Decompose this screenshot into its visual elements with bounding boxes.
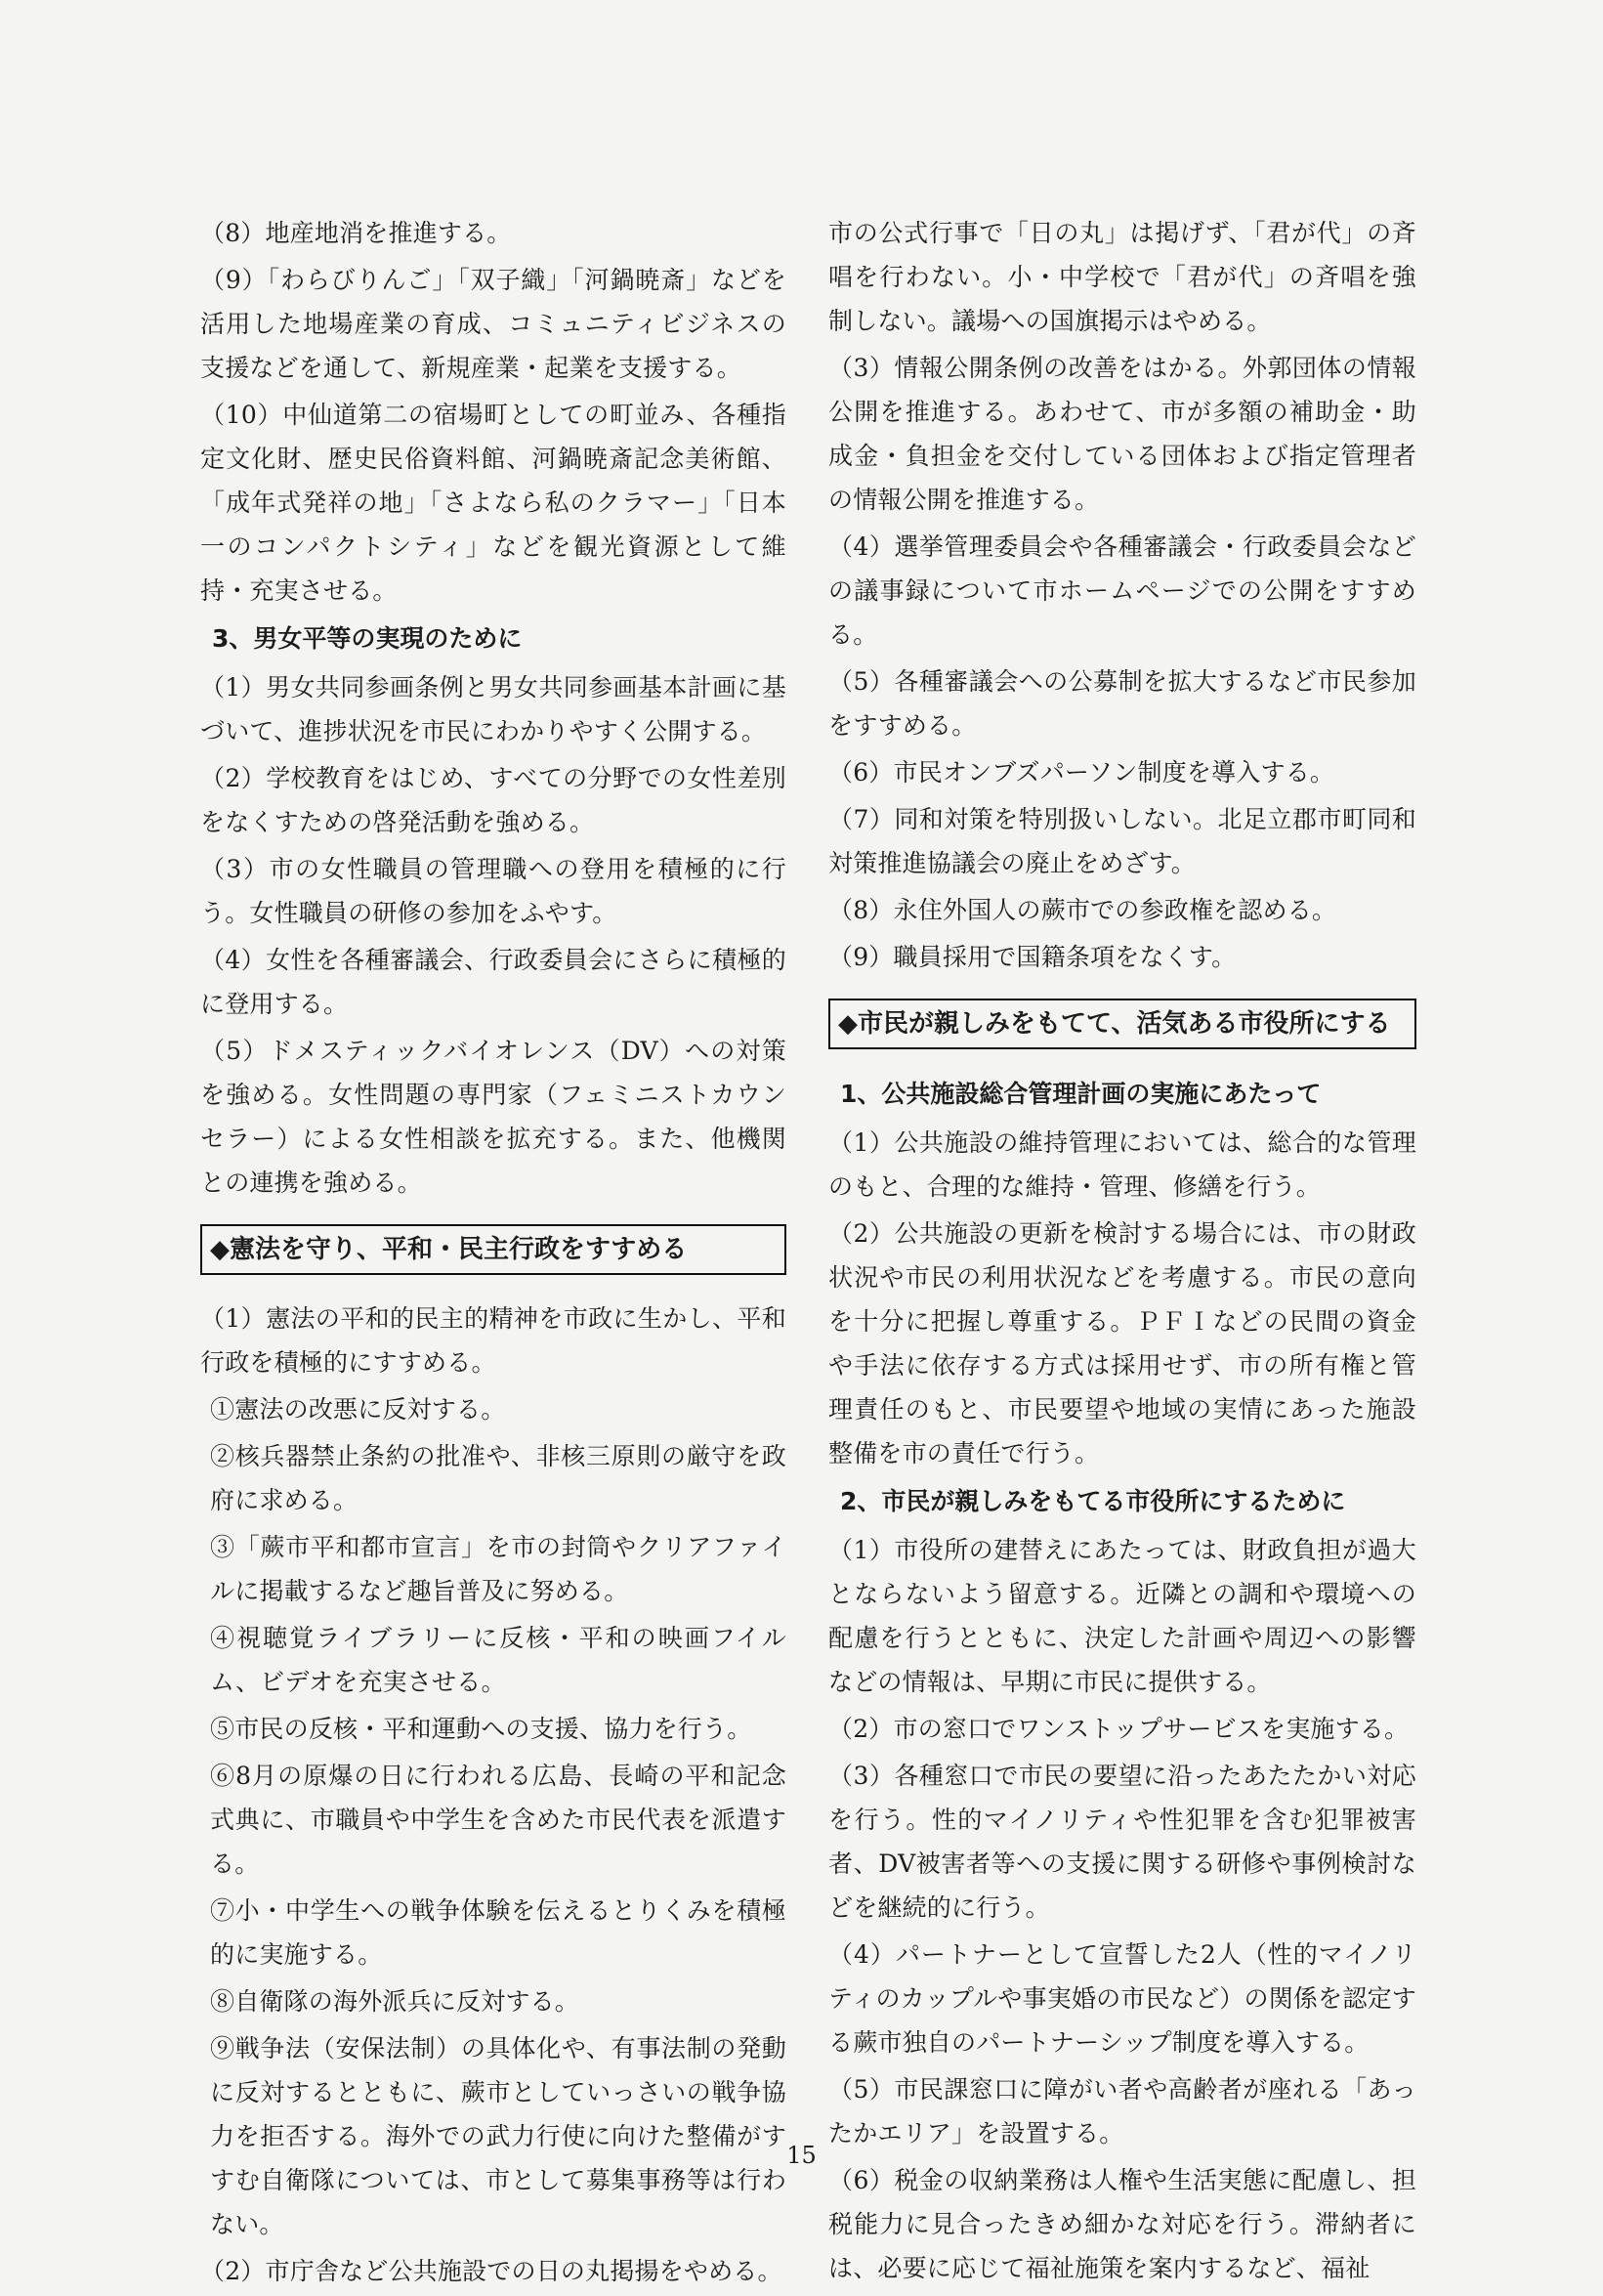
paragraph: （3）各種窓口で市民の要望に沿ったあたたかい対応を行う。性的マイノリティや性犯罪を含む犯罪被害者、DV被害者等への支援に関する研修や事例検討などを継続的に行う。 bbox=[828, 1762, 1416, 1922]
paragraph: 市の公式行事で「日の丸」は掲げず、「君が代」の斉唱を行わない。小・中学校で「君が代」の斉唱を強制しない。議場への国旗掲示はやめる。 bbox=[828, 219, 1416, 335]
section-heading: 2、市民が親しみをもてる市役所にするために bbox=[840, 1487, 1346, 1515]
boxed-section-title: ◆憲法を守り、平和・民主行政をすすめる bbox=[200, 1224, 786, 1275]
paragraph: （8）地産地消を推進する。 bbox=[200, 219, 512, 247]
list-item: ⑧自衛隊の海外派兵に反対する。 bbox=[210, 1987, 580, 2016]
paragraph: （4）パートナーとして宣誓した2人（性的マイノリティのカップルや事実婚の市民など）の関係を認定する蕨市独自のパートナーシップ制度を導入する。 bbox=[828, 1940, 1416, 2057]
list-item: ①憲法の改悪に反対する。 bbox=[210, 1395, 506, 1424]
boxed-section-title: ◆市民が親しみをもてて、活気ある市役所にする bbox=[828, 999, 1416, 1049]
paragraph: （4）女性を各種審議会、行政委員会にさらに積極的に登用する。 bbox=[200, 946, 786, 1018]
paragraph: （1）男女共同参画条例と男女共同参画基本計画に基づいて、進捗状況を市民にわかりやすく公開する。 bbox=[200, 673, 786, 745]
paragraph: （2）市の窓口でワンストップサービスを実施する。 bbox=[828, 1715, 1410, 1743]
paragraph: （5）ドメスティックバイオレンス（DV）への対策を強める。女性問題の専門家（フェミニストカウンセラー）による女性相談を拡充する。また、他機関との連携を強める。 bbox=[200, 1037, 786, 1197]
paragraph: （8）永住外国人の蕨市での参政権を認める。 bbox=[828, 896, 1337, 924]
right-column bbox=[828, 211, 1416, 2293]
paragraph: （4）選挙管理委員会や各種審議会・行政委員会などの議事録について市ホームページでの公開をすすめる。 bbox=[828, 532, 1416, 649]
list-item: ③「蕨市平和都市宣言」を市の封筒やクリアファイルに掲載するなど趣旨普及に努める。 bbox=[210, 1533, 786, 1605]
paragraph: （5）市民課窓口に障がい者や高齢者が座れる「あったかエリア」を設置する。 bbox=[828, 2075, 1416, 2147]
section-heading: 1、公共施設総合管理計画の実施にあたって bbox=[840, 1080, 1322, 1108]
paragraph: （1）公共施設の維持管理においては、総合的な管理のもと、合理的な維持・管理、修繕を行う。 bbox=[828, 1128, 1416, 1201]
paragraph: （1）憲法の平和的民主的精神を市政に生かし、平和行政を積極的にすすめる。 bbox=[200, 1304, 786, 1377]
paragraph: （3）情報公開条例の改善をはかる。外郭団体の情報公開を推進する。あわせて、市が多額の補助金・助成金・負担金を交付している団体および指定管理者の情報公開を推進する。 bbox=[828, 354, 1416, 514]
list-item: ⑥8月の原爆の日に行われる広島、長崎の平和記念式典に、市職員や中学生を含めた市民代表を派遣する。 bbox=[210, 1762, 786, 1878]
paragraph: （5）各種審議会への公募制を拡大するなど市民参加をすすめる。 bbox=[828, 667, 1416, 740]
section-heading: 3、男女平等の実現のために bbox=[212, 624, 523, 653]
page-number: 15 bbox=[786, 2142, 817, 2169]
list-item: ④視聴覚ライブラリーに反核・平和の映画フイルム、ビデオを充実させる。 bbox=[210, 1624, 786, 1696]
paragraph: （2）学校教育をはじめ、すべての分野での女性差別をなくすための啓発活動を強める。 bbox=[200, 764, 786, 836]
list-item: ②核兵器禁止条約の批准や、非核三原則の厳守を政府に求める。 bbox=[210, 1442, 786, 1514]
list-item: ⑨戦争法（安保法制）の具体化や、有事法制の発動に反対するとともに、蕨市としていっさいの戦争協力を拒否する。海外での武力行使に向けた整備がすすむ自衛隊については、市として募集事務等は行わない。 bbox=[210, 2034, 786, 2238]
paragraph: （2）市庁舎など公共施設での日の丸掲揚をやめる。 bbox=[200, 2257, 782, 2285]
list-item: ⑤市民の反核・平和運動への支援、協力を行う。 bbox=[210, 1715, 752, 1743]
left-column bbox=[200, 211, 786, 2296]
paragraph: （9）職員採用で国籍条項をなくす。 bbox=[828, 943, 1237, 971]
paragraph: （6）税金の収納業務は人権や生活実態に配慮し、担税能力に見合ったきめ細かな対応を行う。滞納者には、必要に応じて福祉施策を案内するなど、福祉 bbox=[828, 2166, 1416, 2282]
paragraph: （9）「わらびりんご」「双子織」「河鍋暁斎」などを活用した地場産業の育成、コミュニティビジネスの支援などを通して、新規産業・起業を支援する。 bbox=[200, 266, 786, 382]
paragraph: （2）公共施設の更新を検討する場合には、市の財政状況や市民の利用状況などを考慮する。市民の意向を十分に把握し尊重する。ＰＦＩなどの民間の資金や手法に依存する方式は採用せず、市の所有権と管理責任のもと、市民要望や地域の実情にあった施設整備を市の責任で行う。 bbox=[828, 1219, 1416, 1467]
paragraph: （1）市役所の建替えにあたっては、財政負担が過大とならないよう留意する。近隣との調和や環境への配慮を行うとともに、決定した計画や周辺への影響などの情報は、早期に市民に提供する。 bbox=[828, 1536, 1416, 1696]
list-item: ⑦小・中学生への戦争体験を伝えるとりくみを積極的に実施する。 bbox=[210, 1896, 786, 1969]
paragraph: （7）同和対策を特別扱いしない。北足立郡市町同和対策推進協議会の廃止をめざす。 bbox=[828, 805, 1416, 877]
paragraph: （10）中仙道第二の宿場町としての町並み、各種指定文化財、歴史民俗資料館、河鍋暁斎記念美術館、「成年式発祥の地」「さよなら私のクラマー」「日本一のコンパクトシティ」などを観光資源として維持・充実させる。 bbox=[200, 401, 786, 605]
paragraph: （6）市民オンブズパーソン制度を導入する。 bbox=[828, 758, 1335, 787]
paragraph: （3）市の女性職員の管理職への登用を積極的に行う。女性職員の研修の参加をふやす。 bbox=[200, 855, 786, 927]
